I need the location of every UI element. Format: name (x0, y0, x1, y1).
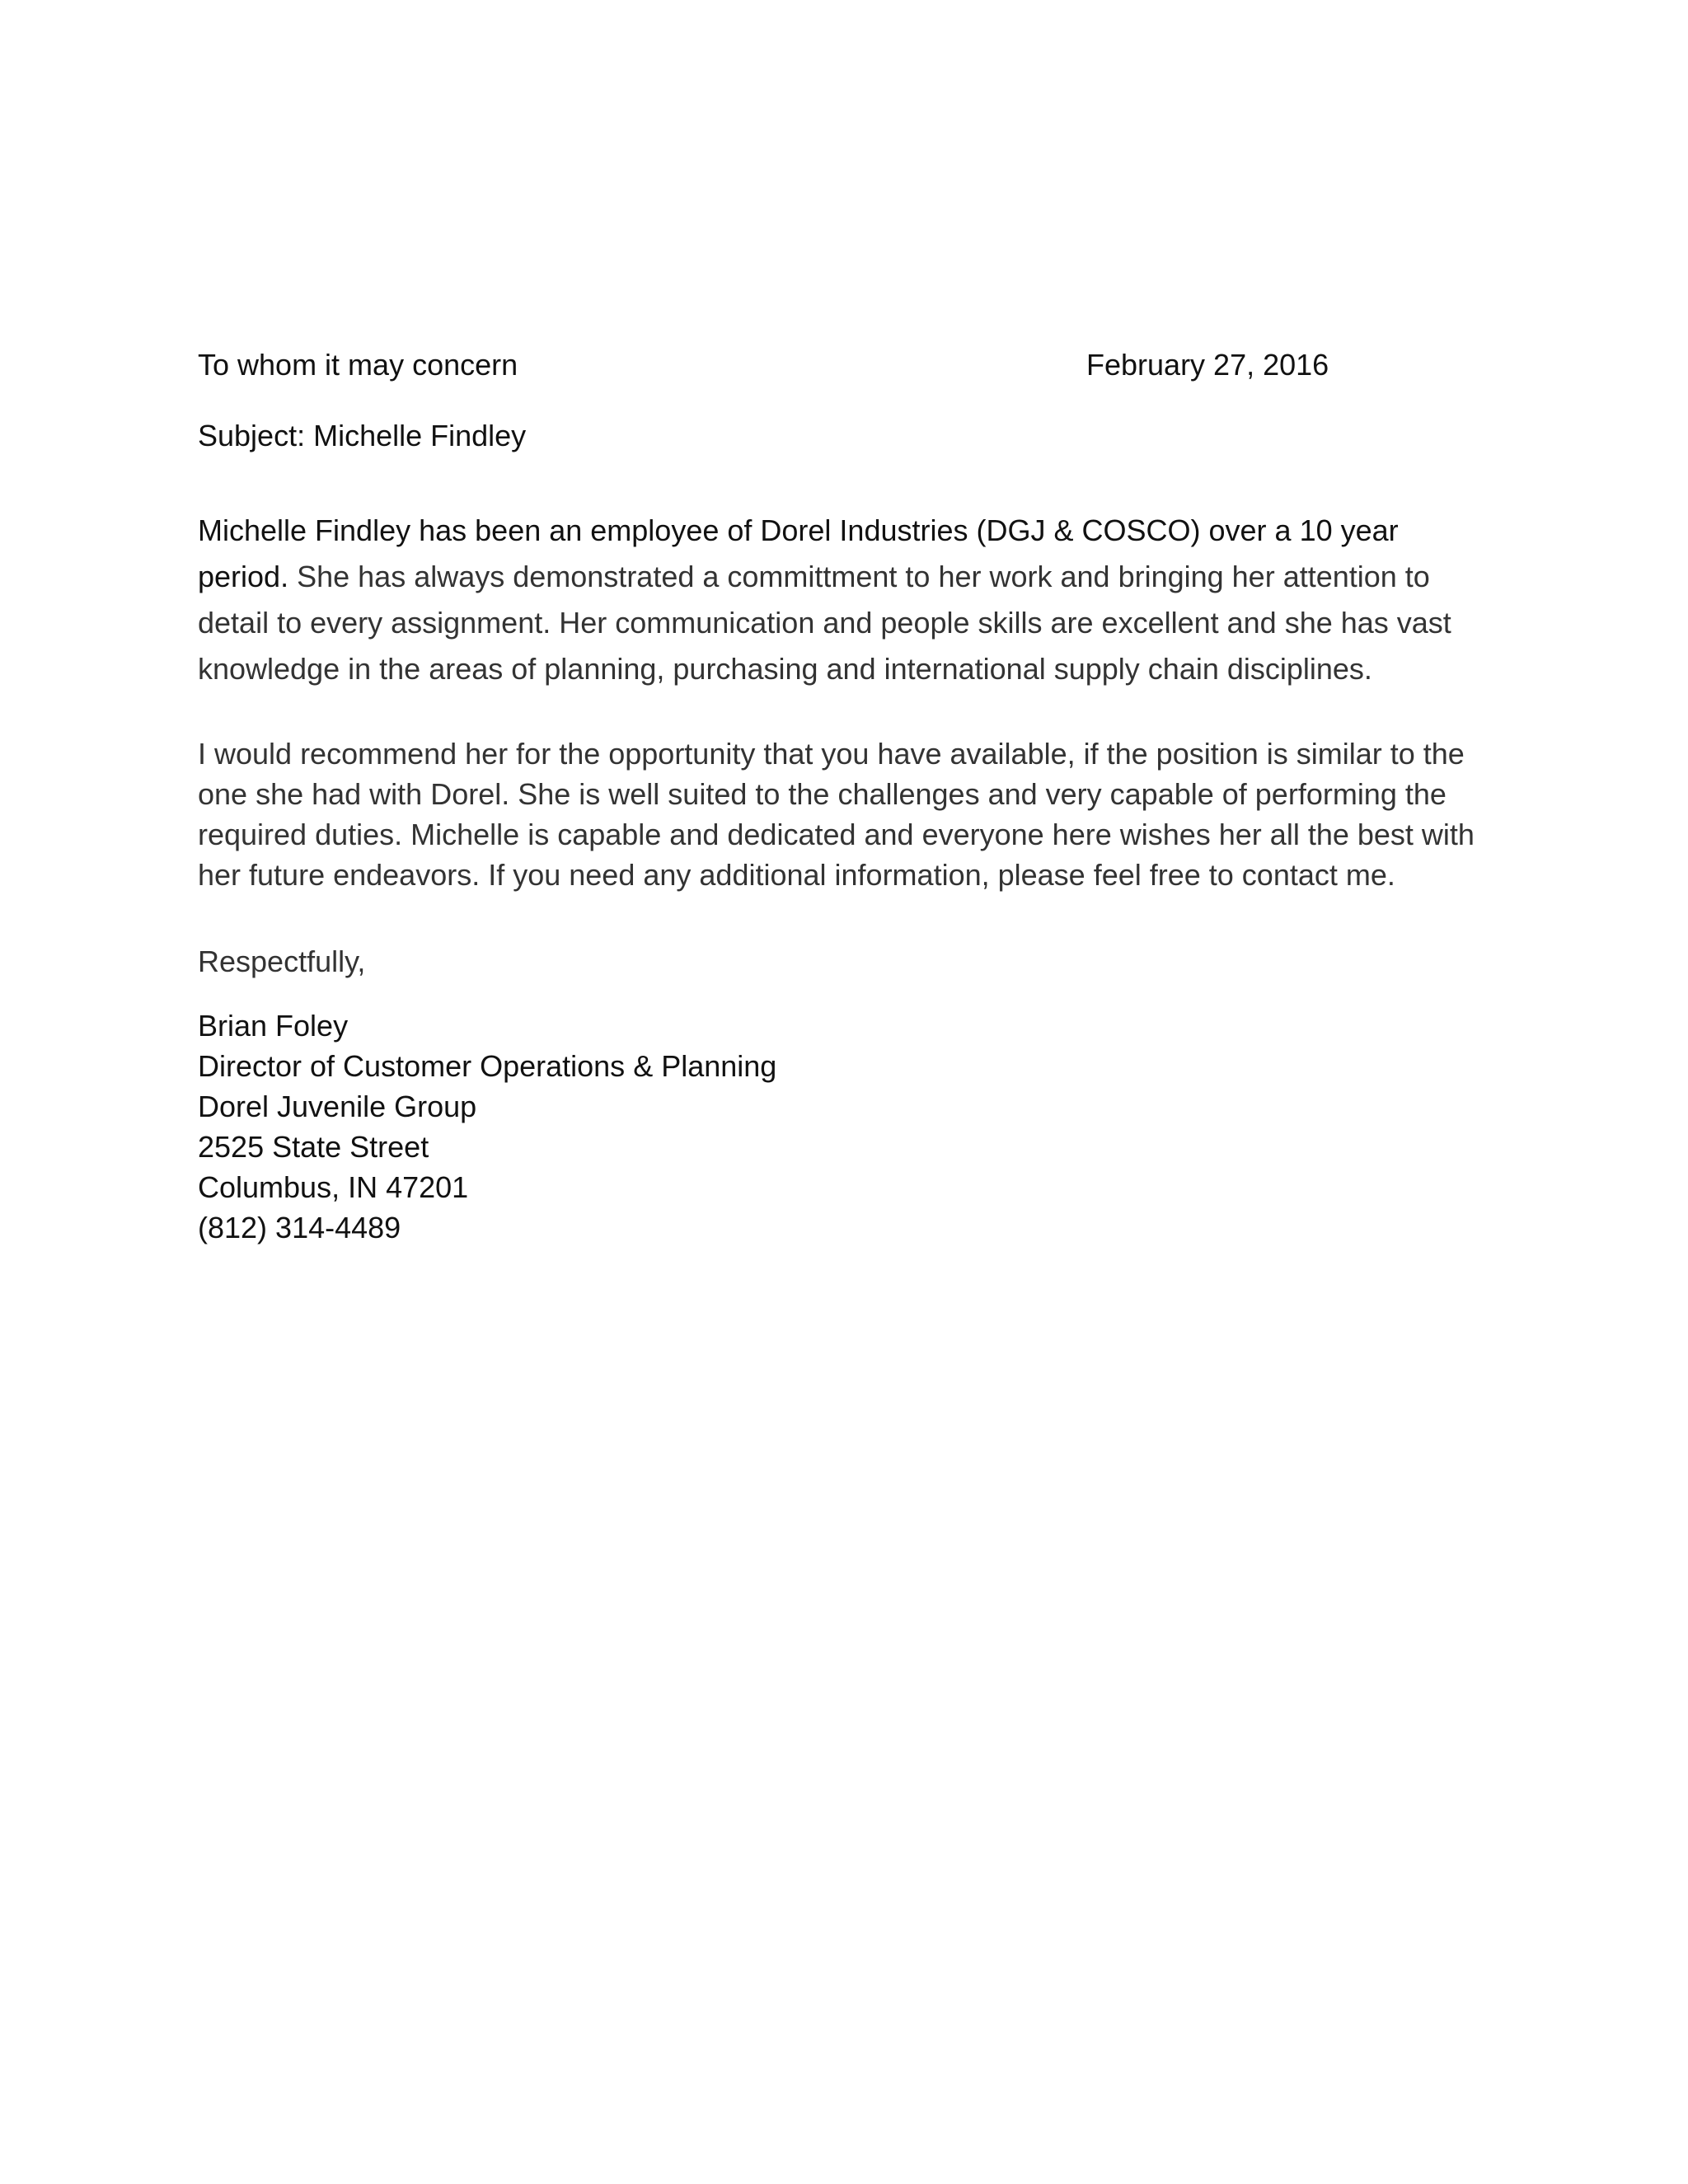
paragraph-employment-detail: She has always demonstrated a committment to her work and bringing her attention to detail to every assignment. Her communication and people skills are excellent and she has vast knowledge in the areas of planning, purchasing and international supply chain disciplines. (198, 560, 1451, 686)
letter-date: February 27, 2016 (1086, 348, 1329, 382)
signature-block (198, 1005, 1484, 1248)
letter-header (198, 344, 1484, 386)
paragraph-employment-lead: Michelle Findley has been an employee of Dorel Industries (DGJ & COSCO) over a 10 year period. (198, 513, 1399, 593)
signer-street: 2525 State Street (198, 1130, 429, 1164)
letter-body (198, 344, 1484, 1248)
signer-name: Brian Foley (198, 1009, 349, 1043)
salutation: To whom it may concern (198, 348, 518, 382)
signer-title: Director of Customer Operations & Planning (198, 1049, 777, 1083)
signer-company: Dorel Juvenile Group (198, 1090, 477, 1123)
paragraph-employment (198, 508, 1484, 692)
closing: Respectfully, (198, 944, 366, 978)
signer-city: Columbus, IN 47201 (198, 1170, 469, 1204)
paragraph-recommendation: I would recommend her for the opportunity that you have available, if the position is similar to the one she had with Dorel. She is well suited to the challenges and very capable of performing the required duties. Michelle is capable and dedicated and everyone here wishes her all the best with her future endeavors. If you need any additional information, please feel free to contact me. (198, 737, 1475, 892)
signer-phone: (812) 314-4489 (198, 1211, 401, 1244)
subject-line: Subject: Michelle Findley (198, 419, 527, 452)
